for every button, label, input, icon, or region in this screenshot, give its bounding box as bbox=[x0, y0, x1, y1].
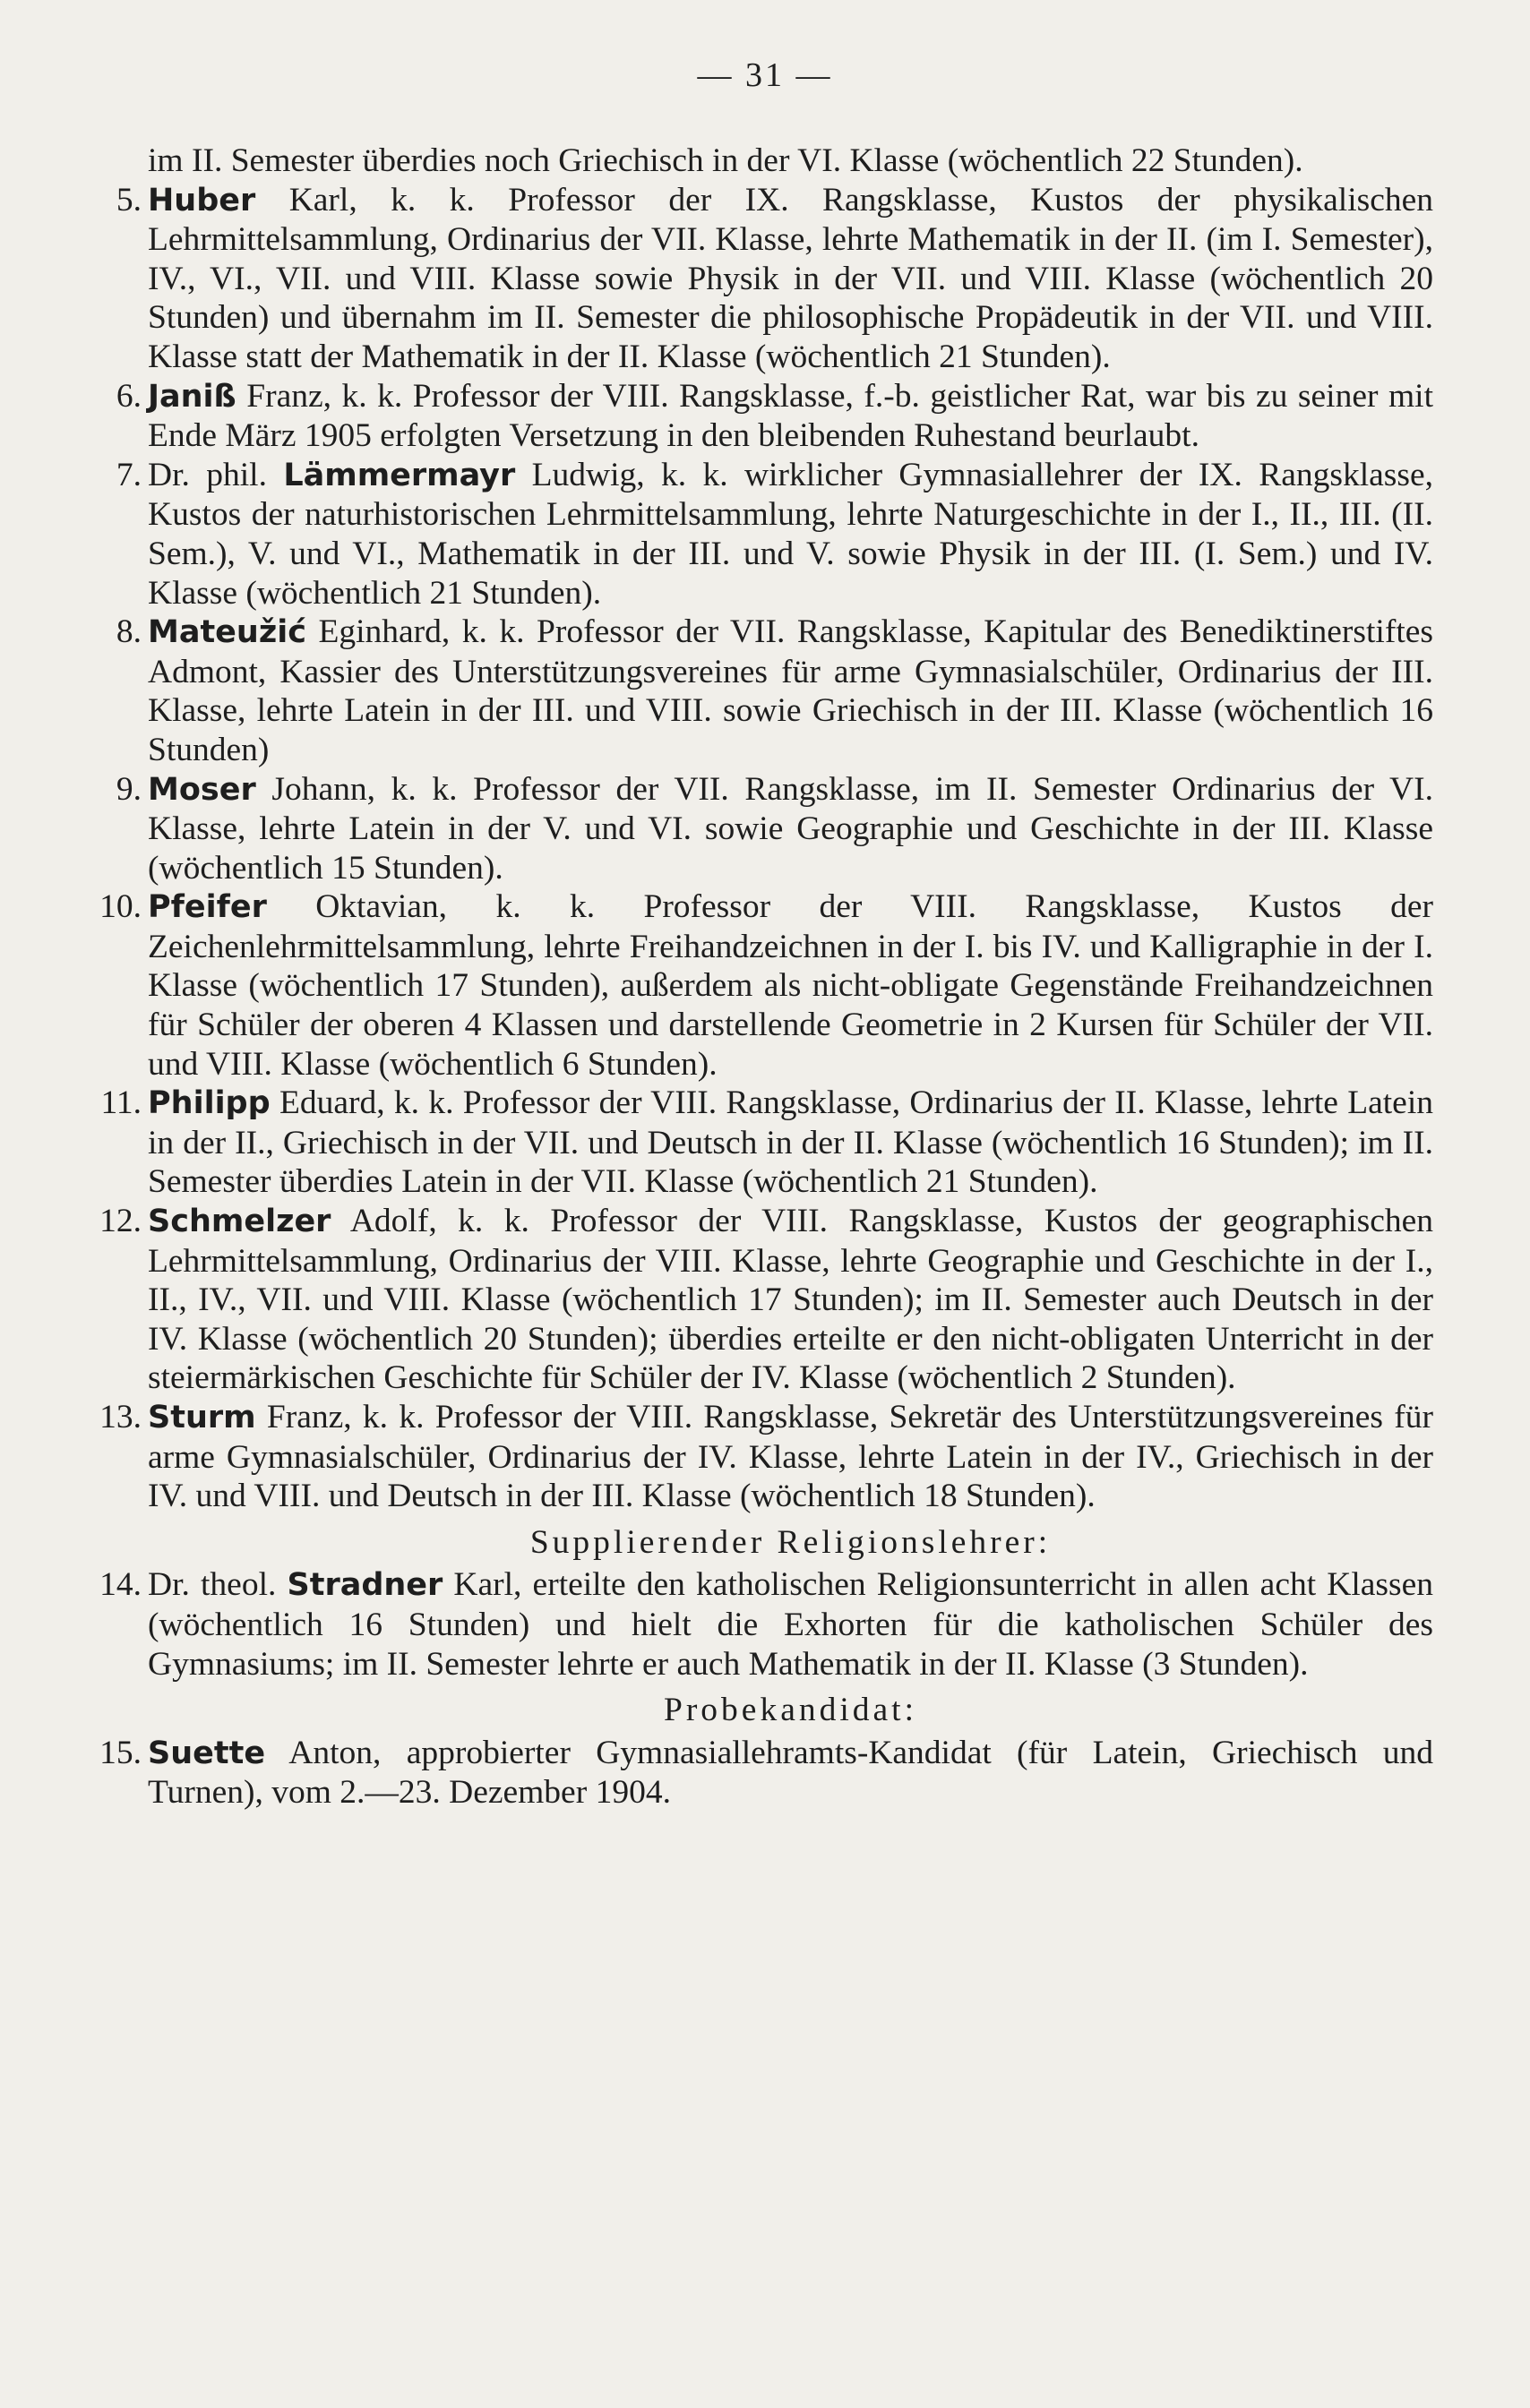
staff-entry-10 bbox=[90, 887, 1433, 1084]
staff-entry-9 bbox=[90, 770, 1433, 888]
staff-entry-15 bbox=[90, 1734, 1433, 1812]
staff-entry-6 bbox=[90, 377, 1433, 456]
staff-name: Stradner bbox=[287, 1567, 443, 1604]
entry-text: Oktavian, k. k. Professor der VIII. Rangsklasse, Kustos der Zeichenlehrmittelsammlung, lehrte Freihandzeichnen in der I. bis IV. und Kalligraphie in der I. Klasse (wöchentlich 17 Stunden), außerdem als nicht-obligate Gegenstände Freihandzeichnen für Schüler der oberen 4 Klassen und darstellende Geometrie in 2 Kursen für Schüler der VII. und VIII. Klasse (wöchentlich 6 Stunden). bbox=[148, 888, 1433, 1083]
entry-number: 13. bbox=[99, 1399, 142, 1435]
staff-name: Philipp bbox=[148, 1085, 271, 1122]
entry-number: 14. bbox=[99, 1566, 142, 1604]
entry-number: 10. bbox=[99, 888, 142, 926]
staff-name: Huber bbox=[148, 182, 256, 219]
staff-list bbox=[90, 141, 1433, 1812]
entry-number: 15. bbox=[99, 1734, 142, 1771]
entry-text: Franz, k. k. Professor der VIII. Rangsklasse, f.-b. geistlicher Rat, war bis zu seiner mit Ende März 1905 erfolgten Versetzung in den bleibenden Ruhestand beurlaubt. bbox=[148, 377, 1433, 455]
staff-name: Suette bbox=[148, 1735, 266, 1771]
staff-entry-14 bbox=[90, 1565, 1433, 1684]
entry-text: Johann, k. k. Professor der VII. Rangsklasse, im II. Semester Ordinarius der VI. Klasse, lehrte Latein in der V. und VI. sowie Geographie und Geschichte in der III. Klasse (wöchentlich 15 Stunden). bbox=[148, 770, 1433, 887]
entry-text: Karl, erteilte den katholischen Religionsunterricht in allen acht Klassen (wöchentlich 16 Stunden) und hielt die Exhorten für die katholischen Schüler des Gymnasiums; im II. Semester lehrte er auch Mathematik in der II. Klasse (3 Stunden). bbox=[148, 1566, 1433, 1683]
entry-number: 9. bbox=[116, 770, 142, 808]
section-heading-probekandidat: Probekandidat: bbox=[663, 1692, 918, 1729]
staff-name: Schmelzer bbox=[148, 1204, 331, 1240]
staff-name: Lämmermayr bbox=[283, 457, 516, 493]
entry-text: Franz, k. k. Professor der VIII. Rangsklasse, Sekretär des Unterstützungsvereines für arme Gymnasialschüler, Ordinarius der IV. Klasse, lehrte Latein in der IV., Griechisch in der IV. und VIII. und Deutsch in der III. Klasse (wöchentlich 18 Stunden). bbox=[148, 1399, 1433, 1515]
staff-name: Sturm bbox=[148, 1400, 256, 1435]
entry-prefix: Dr. phil. bbox=[148, 456, 284, 493]
entry-number: 12. bbox=[99, 1203, 142, 1240]
entry-text: Adolf, k. k. Professor der VIII. Rangsklasse, Kustos der geographischen Lehrmittelsammlung, Ordinarius der VIII. Klasse, lehrte Geographie und Geschichte in der I., II., IV., VII. und VIII. Klasse (wöchentlich 17 Stunden); im II. Semester auch Deutsch in der IV. Klasse (wöchentlich 20 Stunden); überdies erteilte er den nicht-obligaten Unterricht in der steiermärkischen Geschichte für Schüler der IV. Klasse (wöchentlich 2 Stunden). bbox=[148, 1203, 1433, 1397]
entry-text: Anton, approbierter Gymnasiallehramts-Kandidat (für Latein, Griechisch und Turnen), vom 2.—23. Dezember 1904. bbox=[148, 1734, 1433, 1812]
staff-entry-13 bbox=[90, 1398, 1433, 1516]
entry-text: Eduard, k. k. Professor der VIII. Rangsklasse, Ordinarius der II. Klasse, lehrte Latein in der II., Griechisch in der VII. und Deutsch in der II. Klasse (wöchentlich 16 Stunden); im II. Semester überdies Latein in der VII. Klasse (wöchentlich 21 Stunden). bbox=[148, 1084, 1433, 1201]
staff-name: Mateužić bbox=[148, 614, 306, 651]
staff-entry-8 bbox=[90, 613, 1433, 769]
staff-entry-11 bbox=[90, 1084, 1433, 1202]
entry-prefix: Dr. theol. bbox=[148, 1566, 288, 1604]
entry-text: Ludwig, k. k. wirklicher Gymnasiallehrer der IX. Rangsklasse, Kustos der naturhistorischen Lehrmittelsammlung, lehrte Naturgeschichte in der I., II., III. (II. Sem.), V. und VI., Mathematik in der III. und V. sowie Physik in der III. (I. Sem.) und IV. Klasse (wöchentlich 21 Stunden). bbox=[148, 456, 1433, 612]
staff-entry-5 bbox=[90, 181, 1433, 377]
staff-name: Pfeifer bbox=[148, 889, 267, 926]
continuation-body: im II. Semester überdies noch Griechisch in der VI. Klasse (wöchentlich 22 Stunden). bbox=[148, 142, 1303, 179]
entry-number: 11. bbox=[100, 1084, 142, 1122]
staff-name: Janiß bbox=[148, 378, 236, 415]
entry-number: 5. bbox=[116, 181, 142, 219]
entry-number: 8. bbox=[116, 613, 142, 651]
staff-name: Moser bbox=[148, 771, 256, 808]
continuation-text bbox=[90, 141, 1433, 181]
staff-entry-7 bbox=[90, 456, 1433, 613]
page-number: — 31 — bbox=[697, 56, 833, 94]
entry-number: 6. bbox=[116, 377, 142, 415]
entry-number: 7. bbox=[116, 456, 142, 493]
staff-entry-12 bbox=[90, 1202, 1433, 1398]
entry-text: Karl, k. k. Professor der IX. Rangsklasse, Kustos der physikalischen Lehrmittelsammlung, Ordinarius der VII. Klasse, lehrte Mathematik in der II. (im I. Semester), IV., VI., VII. und VIII. Klasse sowie Physik in der VII. und VIII. Klasse (wöchentlich 20 Stunden) und übernahm im II. Semester die philosophische Propädeutik in der VII. und VIII. Klasse statt der Mathematik in der II. Klasse (wöchentlich 21 Stunden). bbox=[148, 181, 1433, 375]
entry-text: Eginhard, k. k. Professor der VII. Rangsklasse, Kapitular des Benediktinerstiftes Admont, Kassier des Unterstützungsvereines für arme Gymnasialschüler, Ordinarius der III. Klasse, lehrte Latein in der III. und VIII. sowie Griechisch in der III. Klasse (wöchentlich 16 Stunden) bbox=[148, 613, 1433, 768]
section-heading-supplierender: Supplierender Religionslehrer: bbox=[529, 1523, 1052, 1561]
